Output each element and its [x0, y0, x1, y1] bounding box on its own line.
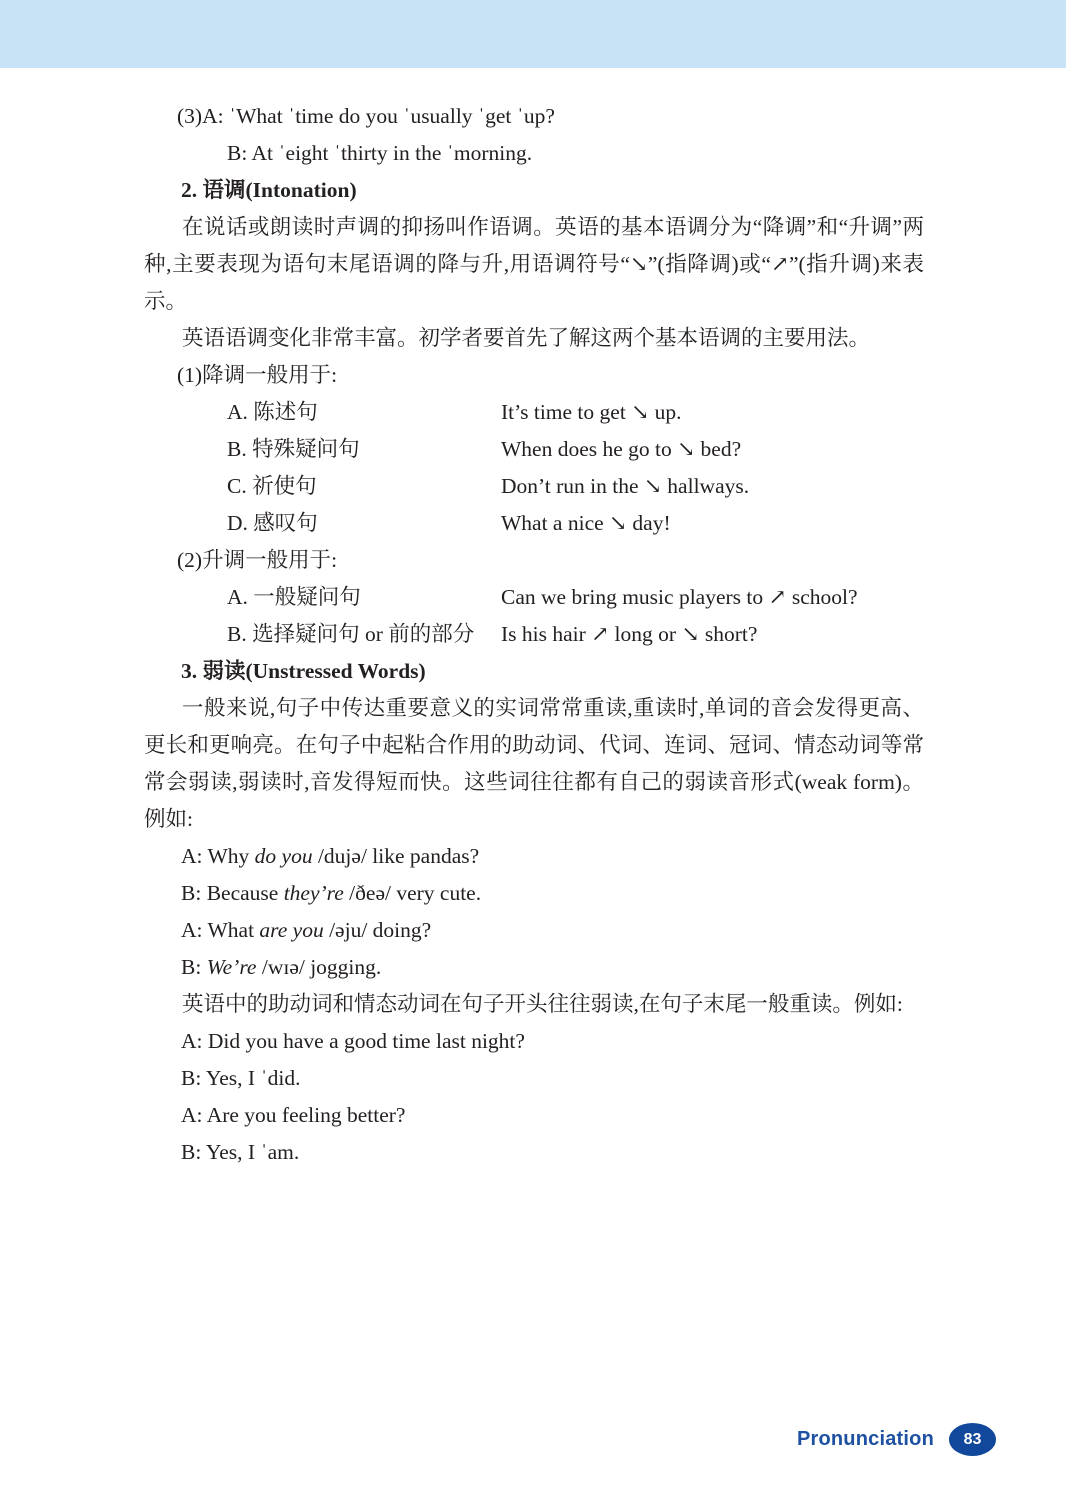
- page-footer: [797, 1423, 996, 1456]
- rising-example-row: [144, 579, 924, 616]
- rising-tone-label: (2)升调一般用于:: [177, 548, 338, 572]
- unstressed-paragraph-2: 英语中的助动词和情态动词在句子开头往往弱读,在句子末尾一般重读。例如:: [182, 992, 903, 1016]
- falling-example-row: [144, 394, 924, 431]
- dialogue-text: /əju/ doing?: [323, 918, 432, 942]
- sentence-type-label: A. 陈述句: [227, 400, 318, 424]
- example-sentence: Can we bring music players to ↗ school?: [501, 585, 858, 609]
- dialogue-text: A: Why: [181, 844, 255, 868]
- weak-form-dialogue-line: [144, 949, 924, 986]
- intonation-paragraph-1: 在说话或朗读时声调的抑扬叫作语调。英语的基本语调分为“降调”和“升调”两种,主要表现为语句末尾语调的降与升,用语调符号“↘”(指降调)或“↗”(指升调)来表示。: [144, 215, 924, 313]
- example-sentence: When does he go to ↘ bed?: [501, 437, 742, 461]
- weak-form-word: We’re: [206, 955, 257, 979]
- stress-example-3b: B: At ˈeight ˈthirty in the ˈmorning.: [227, 141, 533, 165]
- weak-form-word: are you: [259, 918, 324, 942]
- sentence-type-label: D. 感叹句: [227, 511, 318, 535]
- dialogue-text: /dujə/ like pandas?: [312, 844, 480, 868]
- stress-dialogue-line: A: Are you feeling better?: [181, 1103, 406, 1127]
- weak-form-dialogue-line: [144, 912, 924, 949]
- weak-form-word: they’re: [283, 881, 344, 905]
- page-header-band: [0, 0, 1066, 68]
- section-heading-intonation: 2. 语调(Intonation): [181, 178, 357, 202]
- footer-section-label: Pronunciation: [796, 1428, 934, 1450]
- example-sentence: Don’t run in the ↘ hallways.: [501, 474, 750, 498]
- example-sentence: It’s time to get ↘ up.: [501, 400, 682, 424]
- sentence-type-label: B. 选择疑问句 or 前的部分: [227, 622, 475, 646]
- example-sentence: What a nice ↘ day!: [501, 511, 671, 535]
- stress-dialogue-line: B: Yes, I ˈdid.: [181, 1066, 301, 1090]
- dialogue-text: /wɪə/ jogging.: [256, 955, 382, 979]
- weak-form-dialogue-line: [144, 838, 924, 875]
- intonation-paragraph-2: 英语语调变化非常丰富。初学者要首先了解这两个基本语调的主要用法。: [182, 326, 871, 350]
- weak-form-dialogue-line: [144, 875, 924, 912]
- page-number-badge: 83: [949, 1423, 996, 1456]
- dialogue-text: B:: [181, 955, 207, 979]
- falling-example-row: [144, 431, 924, 468]
- stress-example-3a: (3)A: ˈWhat ˈtime do you ˈusually ˈget ˈup?: [177, 104, 555, 128]
- section-heading-unstressed-words: 3. 弱读(Unstressed Words): [181, 659, 426, 683]
- unstressed-paragraph-1: 一般来说,句子中传达重要意义的实词常常重读,重读时,单词的音会发得更高、更长和更响亮。在句子中起粘合作用的助动词、代词、连词、冠词、情态动词等常常会弱读,弱读时,音发得短而快。这些词往往都有自己的弱读音形式(weak form)。例如:: [144, 696, 924, 831]
- falling-example-row: [144, 505, 924, 542]
- rising-example-row: [144, 616, 924, 653]
- falling-example-row: [144, 468, 924, 505]
- sentence-type-label: A. 一般疑问句: [227, 585, 361, 609]
- page-content: [144, 98, 924, 1171]
- weak-form-word: do you: [254, 844, 313, 868]
- dialogue-text: B: Because: [181, 881, 284, 905]
- falling-tone-label: (1)降调一般用于:: [177, 363, 338, 387]
- stress-dialogue-line: B: Yes, I ˈam.: [181, 1140, 300, 1164]
- stress-dialogue-line: A: Did you have a good time last night?: [181, 1029, 525, 1053]
- dialogue-text: A: What: [181, 918, 260, 942]
- example-sentence: Is his hair ↗ long or ↘ short?: [501, 622, 758, 646]
- sentence-type-label: C. 祈使句: [227, 474, 317, 498]
- dialogue-text: /ðeə/ very cute.: [343, 881, 482, 905]
- sentence-type-label: B. 特殊疑问句: [227, 437, 360, 461]
